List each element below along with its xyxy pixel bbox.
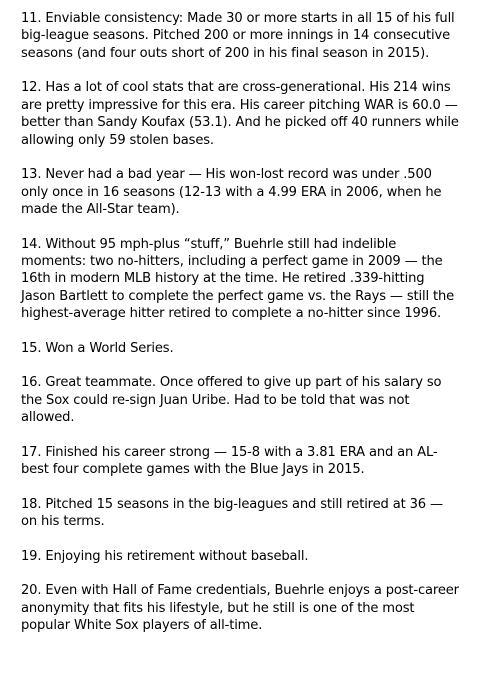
list-item-12: 12. Has a lot of cool stats that are cross-generational. His 214 wins are pretty impressive for this era. His career pitching WAR is 60.0 — better than Sandy Koufax (53.1). And he picked off 40 runners while allowing only 59 stolen bases.	[21, 80, 459, 148]
list-item-13: 13. Never had a bad year — His won-lost record was under .500 only once in 16 seasons (12-13 with a 4.99 ERA in 2006, when he made the All-Star team).	[21, 167, 442, 218]
list-item-19: 19. Enjoying his retirement without baseball.	[21, 548, 309, 564]
list-item-18: 18. Pitched 15 seasons in the big-leagues and still retired at 36 — on his terms.	[21, 496, 443, 530]
list-item-14: 14. Without 95 mph-plus “stuff,” Buehrle still had indelible moments: two no-hitters, including a perfect game in 2009 — the 16th in modern MLB history at the time. He retired .339-hitting Jason Bartlett to complete the perfect game vs. the Rays — still the highest-average hitter retired to complete a no-hitter since 1996.	[21, 236, 455, 322]
list-item-17: 17. Finished his career strong — 15-8 with a 3.81 ERA and an AL-best four complete games with the Blue Jays in 2015.	[21, 444, 438, 478]
list-item-11: 11. Enviable consistency: Made 30 or more starts in all 15 of his full big-league seasons. Pitched 200 or more innings in 14 consecutive seasons (and four outs short of 200 in his final season in 2015).	[21, 11, 455, 61]
list-item-16: 16. Great teammate. Once offered to give up part of his salary so the Sox could re-sign Juan Uribe. Had to be told that was not allowed.	[21, 375, 442, 426]
list-item-15: 15. Won a World Series.	[21, 340, 174, 356]
article-body	[21, 10, 461, 652]
list-item-20: 20. Even with Hall of Fame credentials, Buehrle enjoys a post-career anonymity that fits his lifestyle, but he still is one of the most popular White Sox players of all-time.	[21, 583, 459, 634]
